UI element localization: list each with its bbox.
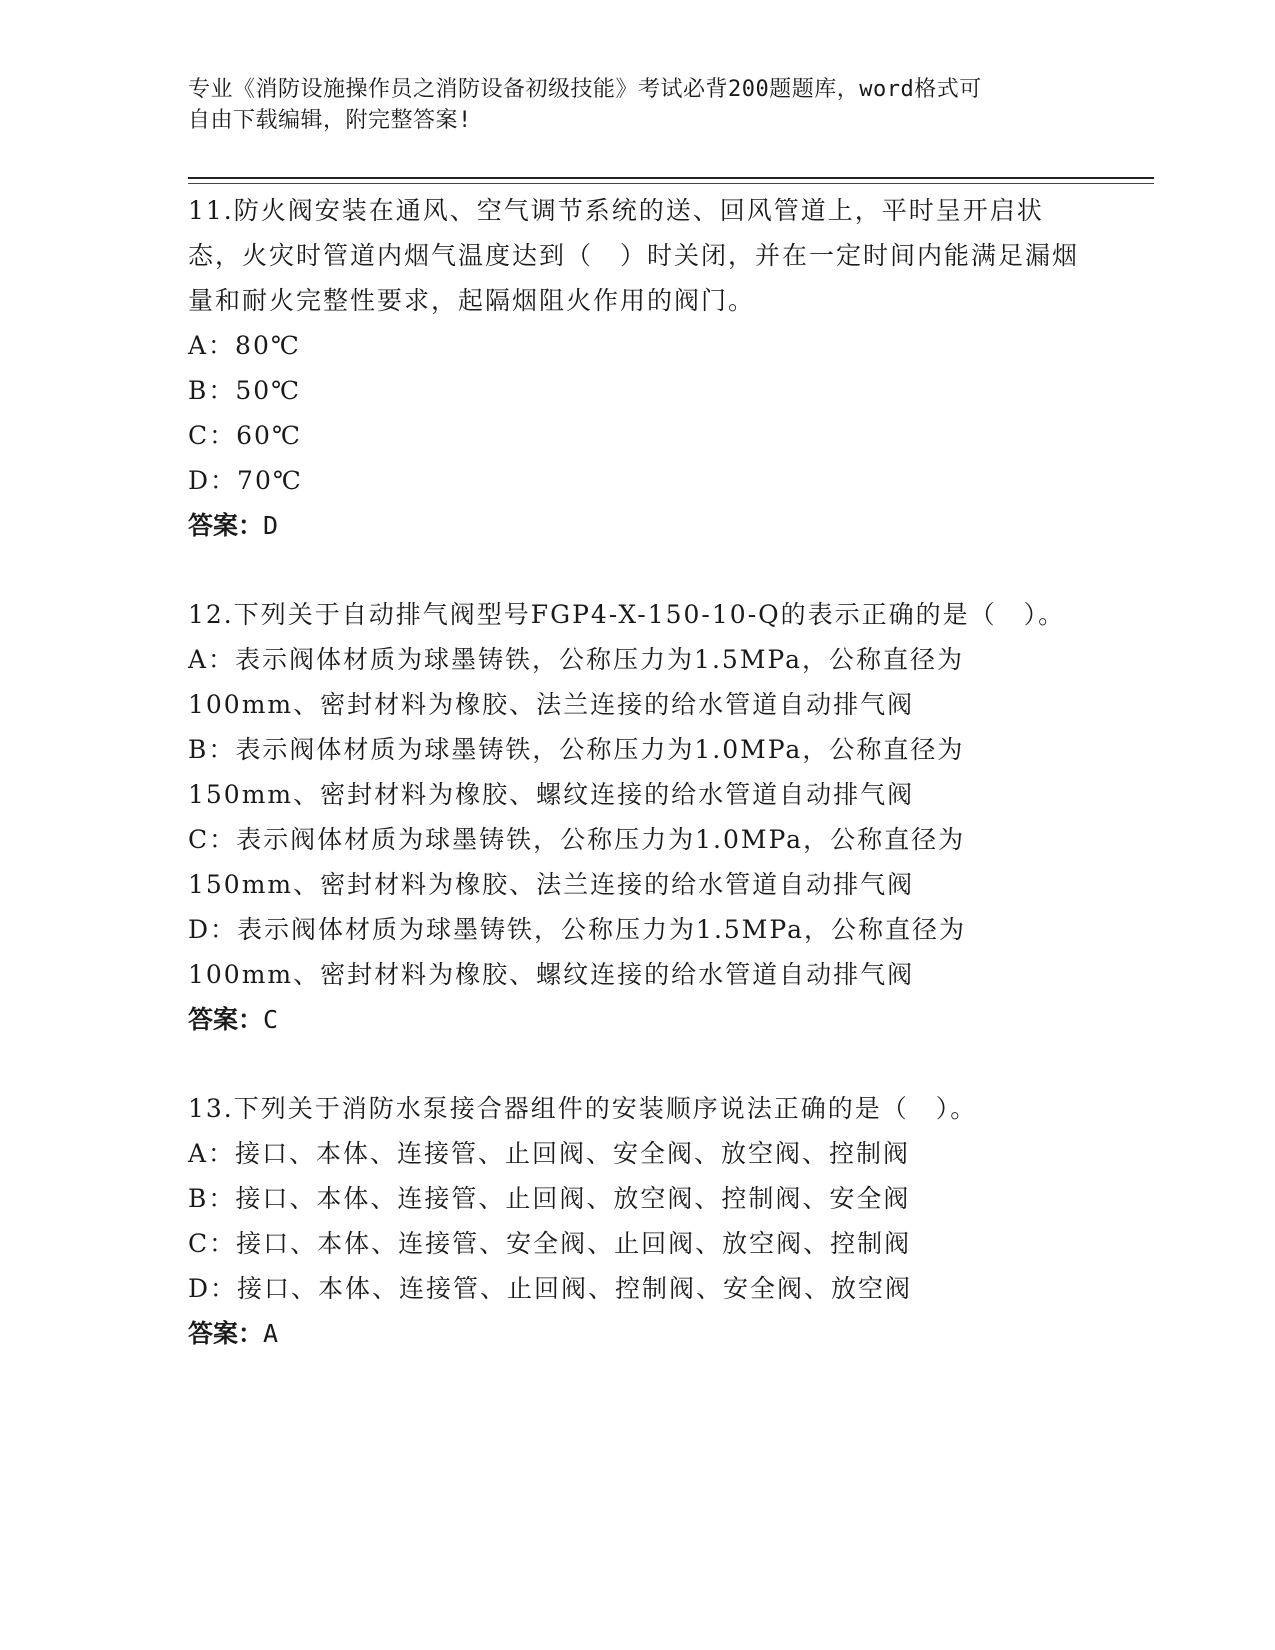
question-text: 11.防火阀安装在通风、空气调节系统的送、回风管道上，平时呈开启状态，火灾时管道内烟气温度达到（ ）时关闭，并在一定时间内能满足漏烟量和耐火完整性要求，起隔烟阻火作用的阀门。 (188, 196, 1080, 315)
question-list (188, 188, 1088, 1400)
question-text: 12.下列关于自动排气阀型号FGP4-X-150-10-Q的表示正确的是（ ）。 (188, 600, 1066, 629)
option-c: C：60℃ (188, 421, 302, 450)
question-13 (188, 1086, 1088, 1356)
option-a: A：接口、本体、连接管、止回阀、安全阀、放空阀、控制阀 (188, 1139, 911, 1168)
header-line-2: 自由下载编辑，附完整答案! (188, 108, 472, 133)
question-text: 13.下列关于消防水泵接合器组件的安装顺序说法正确的是（ ）。 (188, 1094, 978, 1123)
question-11 (188, 188, 1088, 548)
answer-label: 答案： (188, 1319, 264, 1348)
answer-line (188, 997, 1088, 1042)
option-b: B：接口、本体、连接管、止回阀、放空阀、控制阀、安全阀 (188, 1184, 911, 1213)
option-c: C：表示阀体材质为球墨铸铁，公称压力为1.0MPa，公称直径为150mm、密封材料为橡胶、法兰连接的给水管道自动排气阀 (188, 825, 966, 899)
answer-value: A (263, 1319, 279, 1348)
question-12 (188, 592, 1088, 1042)
answer-line (188, 503, 1088, 548)
option-c: C：接口、本体、连接管、安全阀、止回阀、放空阀、控制阀 (188, 1229, 912, 1258)
header-line-1: 专业《消防设施操作员之消防设备初级技能》考试必背200题题库，word格式可 (188, 77, 982, 102)
answer-value: C (263, 1005, 279, 1034)
option-b: B：表示阀体材质为球墨铸铁，公称压力为1.0MPa，公称直径为150mm、密封材料为橡胶、螺纹连接的给水管道自动排气阀 (188, 735, 965, 809)
header-rule-thick (188, 177, 1154, 179)
option-a: A：80℃ (188, 331, 301, 360)
answer-label: 答案： (188, 511, 264, 540)
header-rule-thin (188, 183, 1154, 184)
option-a: A：表示阀体材质为球墨铸铁，公称压力为1.5MPa，公称直径为100mm、密封材料为橡胶、法兰连接的给水管道自动排气阀 (188, 645, 965, 719)
answer-label: 答案： (188, 1005, 264, 1034)
option-b: B：50℃ (188, 376, 302, 405)
answer-value: D (263, 511, 279, 540)
option-d: D：表示阀体材质为球墨铸铁，公称压力为1.5MPa，公称直径为100mm、密封材料为橡胶、螺纹连接的给水管道自动排气阀 (188, 915, 967, 989)
option-d: D：70℃ (188, 466, 303, 495)
option-d: D：接口、本体、连接管、止回阀、控制阀、安全阀、放空阀 (188, 1274, 913, 1303)
document-header (188, 74, 1068, 136)
answer-line (188, 1311, 1088, 1356)
